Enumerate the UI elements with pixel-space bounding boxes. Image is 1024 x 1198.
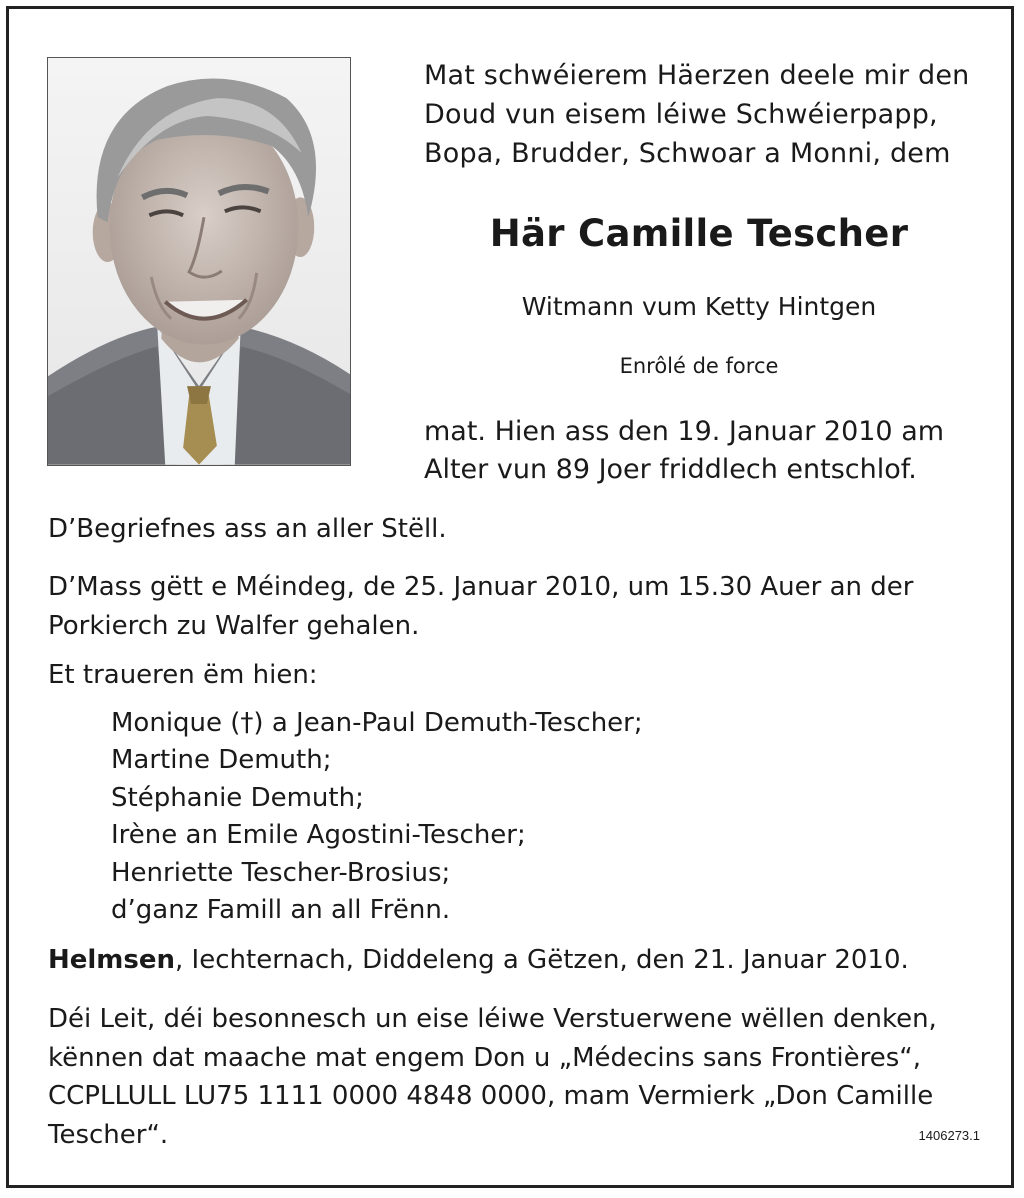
death-line: mat. Hien ass den 19. Januar 2010 am xyxy=(424,416,945,447)
donation-line: Tescher“. xyxy=(48,1119,169,1150)
mourners-list xyxy=(111,705,643,929)
death-text xyxy=(424,413,984,489)
mourners-intro: Et traueren ëm hien: xyxy=(48,660,318,690)
place-bold: Helmsen xyxy=(48,945,176,975)
mourner-item: Henriette Tescher-Brosius; xyxy=(111,857,451,888)
donation-line: CCPLLULL LU75 1111 0000 4848 0000, mam Vermierk „Don Camille xyxy=(48,1081,934,1111)
burial-note: D’Begriefnes ass an aller Stëll. xyxy=(48,514,447,544)
place-rest: , Iechternach, Diddeleng a Gëtzen, den 21. Januar 2010. xyxy=(175,945,909,975)
portrait-photo xyxy=(47,57,351,466)
donation-line: Déi Leit, déi besonnesch un eise léiwe Verstuerwene wëllen denken, xyxy=(48,1004,937,1034)
widower-of: Witmann vum Ketty Hintgen xyxy=(521,292,877,321)
intro-line: Bopa, Brudder, Schwoar a Monni, dem xyxy=(424,138,951,169)
intro-line: Doud vun eisem léiwe Schwéierpapp, xyxy=(424,99,938,130)
reference-number: 1406273.1 xyxy=(918,1128,980,1143)
donation-text xyxy=(48,1000,988,1154)
mourner-item: Irène an Emile Agostini-Tescher; xyxy=(111,820,526,851)
mourner-item: Martine Demuth; xyxy=(111,745,332,776)
mass-line: Porkierch zu Walfer gehalen. xyxy=(48,611,420,641)
intro-line: Mat schwéierem Häerzen deele mir den xyxy=(424,60,970,91)
intro-text xyxy=(424,56,984,173)
status-note: Enrôlé de force xyxy=(619,354,779,378)
place-date-line xyxy=(48,945,909,975)
deceased-name: Här Camille Tescher xyxy=(489,212,909,255)
mourner-item: d’ganz Famill an all Frënn. xyxy=(111,895,451,926)
mourner-item: Monique (†) a Jean-Paul Demuth-Tescher; xyxy=(111,708,643,738)
death-line: Alter vun 89 Joer friddlech entschlof. xyxy=(424,454,917,485)
mass-line: D’Mass gëtt e Méindeg, de 25. Januar 2010, um 15.30 Auer an der xyxy=(48,572,914,602)
donation-line: kënnen dat maache mat engem Don u „Médecins sans Frontières“, xyxy=(48,1042,921,1073)
mourner-item: Stéphanie Demuth; xyxy=(111,782,364,813)
mass-text xyxy=(48,568,988,646)
